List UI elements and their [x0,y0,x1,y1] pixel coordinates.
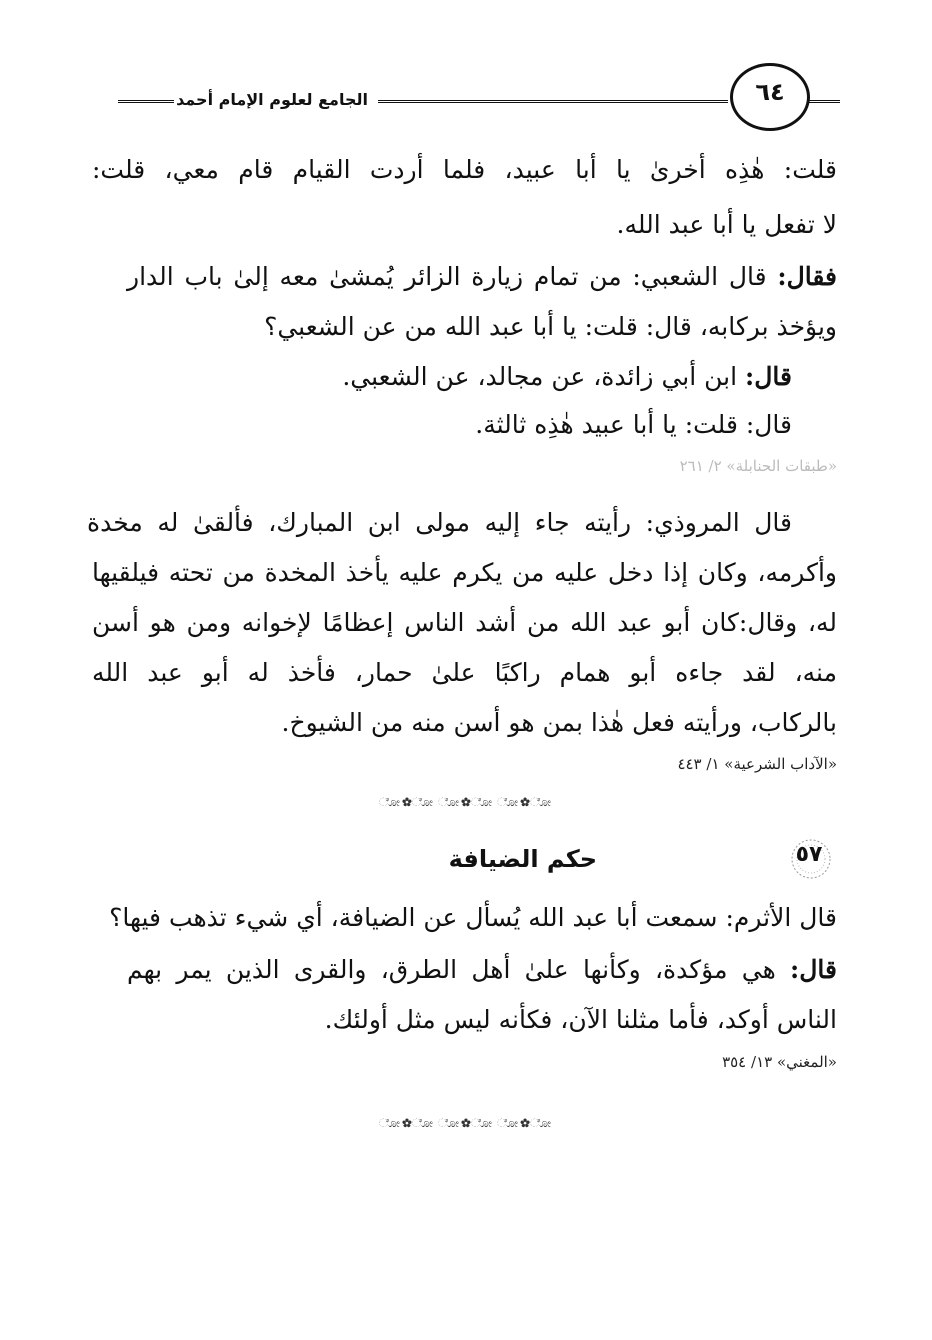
text-line: منه، لقد جاءه أبو همام راكبًا علىٰ حمار، فأخذ له أبو عبد الله [92,658,837,687]
source-reference: «طبقات الحنابلة» ٢/ ٢٦١ [679,457,837,475]
speaker-label: قال: [745,362,792,391]
end-ornament: ೋ✿ೋ ೋ✿ೋ ೋ✿ೋ [378,1116,554,1130]
section-ornament: ೋ✿ೋ ೋ✿ೋ ೋ✿ೋ [378,795,554,809]
header-rule-left [118,100,174,103]
speaker-label: قال: [790,955,837,984]
text-line: قال: هي مؤكدة، وكأنها علىٰ أهل الطرق، والقرى الذين يمر بهم [127,955,837,984]
running-header-title: الجامع لعلوم الإمام أحمد [176,90,368,109]
text-line: قلت: هٰذِه أخرىٰ يا أبا عبيد، فلما أردت القيام قام معي، قلت: [92,155,837,184]
text-line: وأكرمه، وكان إذا دخل عليه من يكرم عليه يأخذ المخدة من تحته فيلقيها [92,558,837,587]
source-reference: «المغني» ١٣/ ٣٥٤ [722,1053,837,1071]
section-title: حكم الضيافة [448,845,597,873]
text-line: الناس أوكد، فأما مثلنا الآن، فكأنه ليس مثل أولئك. [324,1005,837,1034]
speaker-label: فقال: [777,262,837,291]
text-line: فقال: قال الشعبي: من تمام زيارة الزائر يُمشىٰ معه إلىٰ باب الدار [127,262,837,291]
text-line: له، وقال:كان أبو عبد الله من أشد الناس إعظامًا لإخوانه ومن هو أسن [92,608,837,637]
text-line: لا تفعل يا أبا عبد الله. [616,210,837,239]
text-line: قال المروذي: رأيته جاء إليه مولى ابن المبارك، فألقىٰ له مخدة [87,508,792,537]
text-line: ويؤخذ بركابه، قال: قلت: يا أبا عبد الله من عن الشعبي؟ [264,312,837,341]
text-line: قال: ابن أبي زائدة، عن مجالد، عن الشعبي. [342,362,792,391]
text-line: قال الأثرم: سمعت أبا عبد الله يُسأل عن الضيافة، أي شيء تذهب فيها؟ [109,903,837,932]
text-line: بالركاب، ورأيته فعل هٰذا بمن هو أسن منه من الشيوخ. [281,708,837,737]
page-number: ٦٤ [755,78,785,106]
section-number: ٥٧ [795,842,823,867]
text-line: قال: قلت: يا أبا عبيد هٰذِه ثالثة. [475,410,792,439]
source-reference: «الآداب الشرعية» ١/ ٤٤٣ [677,755,837,773]
header-rule-right [808,100,840,103]
header-rule-middle [378,100,728,103]
